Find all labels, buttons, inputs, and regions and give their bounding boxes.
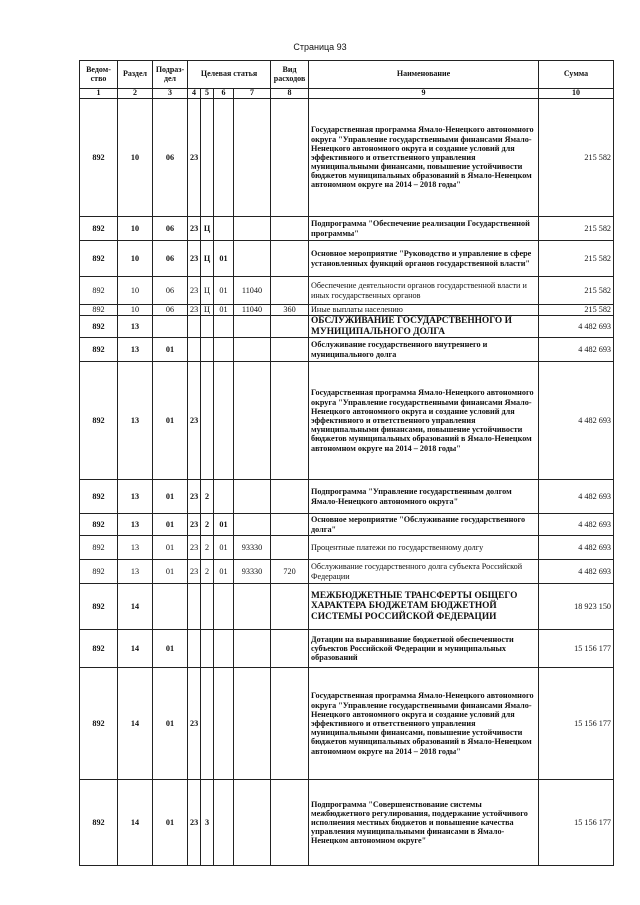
cell-razdel: 13 [118,338,153,362]
cell-program: 23 [188,277,201,305]
cell-razdel: 13 [118,536,153,560]
cell-event [214,338,234,362]
table-row [80,560,614,584]
header-row [80,61,614,89]
cell-vedomstvo: 892 [80,241,118,277]
cell-podrazdel: 01 [153,362,188,480]
cell-vedomstvo: 892 [80,217,118,241]
cell-direction: 11040 [234,305,271,316]
cell-podrazdel [153,316,188,338]
cell-razdel: 14 [118,630,153,668]
cell-program: 23 [188,668,201,780]
cell-vedomstvo: 892 [80,362,118,480]
header-tselevaya: Целевая статья [188,61,271,89]
table-row [80,277,614,305]
col-num: 5 [201,89,214,99]
cell-sum: 4 482 693 [539,560,614,584]
cell-razdel: 14 [118,780,153,866]
cell-event: 01 [214,241,234,277]
cell-podrazdel: 01 [153,560,188,584]
cell-vid [271,217,309,241]
cell-program: 23 [188,560,201,584]
cell-program: 23 [188,780,201,866]
cell-razdel: 10 [118,99,153,217]
cell-subprogram [201,338,214,362]
cell-sum: 4 482 693 [539,536,614,560]
cell-vid: 360 [271,305,309,316]
cell-podrazdel: 01 [153,630,188,668]
cell-razdel: 10 [118,305,153,316]
page-number: Страница 93 [293,42,347,52]
header-name: Наименование [309,61,539,89]
cell-vid [271,668,309,780]
cell-name: МЕЖБЮДЖЕТНЫЕ ТРАНСФЕРТЫ ОБЩЕГО ХАРАКТЕРА БЮДЖЕТАМ БЮДЖЕТНОЙ СИСТЕМЫ РОССИЙСКОЙ ФЕДЕРАЦИИ [309,584,539,630]
cell-name: Подпрограмма "Управление государственным долгом Ямало-Ненецкого автономного округа" [309,480,539,514]
cell-vid [271,584,309,630]
cell-vid [271,338,309,362]
cell-vedomstvo: 892 [80,630,118,668]
cell-name: Обслуживание государственного внутреннего и муниципального долга [309,338,539,362]
cell-subprogram: 2 [201,480,214,514]
header-razdel: Раздел [118,61,153,89]
cell-subprogram: 2 [201,536,214,560]
header-vedomstvo: Ведом-ство [80,61,118,89]
col-num: 3 [153,89,188,99]
cell-name: Обеспечение деятельности органов государственной власти и иных государственных органов [309,277,539,305]
cell-event [214,780,234,866]
cell-subprogram [201,99,214,217]
cell-event: 01 [214,536,234,560]
cell-name: Государственная программа Ямало-Ненецкого автономного округа "Управление государственными финансами Ямало-Ненецкого автономного округа и создание условий для эффективного и ответственного управления муниципальными финансами, повышение устойчивости бюджетов муниципальных образований в Ямало-Ненецком автономном округе на 2014 – 2018 годы" [309,362,539,480]
cell-subprogram: Ц [201,277,214,305]
cell-sum: 18 923 150 [539,584,614,630]
table-row [80,217,614,241]
header-podrazdel: Подраз-дел [153,61,188,89]
col-num: 8 [271,89,309,99]
cell-subprogram: Ц [201,305,214,316]
cell-subprogram: 3 [201,780,214,866]
cell-event [214,217,234,241]
cell-razdel: 10 [118,217,153,241]
cell-subprogram [201,668,214,780]
cell-event: 01 [214,560,234,584]
cell-program: 23 [188,217,201,241]
cell-vedomstvo: 892 [80,536,118,560]
cell-podrazdel: 01 [153,514,188,536]
col-num: 1 [80,89,118,99]
cell-name: Основное мероприятие "Руководство и управление в сфере установленных функций органов государственной власти" [309,241,539,277]
cell-direction [234,362,271,480]
cell-sum: 215 582 [539,277,614,305]
cell-sum: 215 582 [539,99,614,217]
cell-vedomstvo: 892 [80,560,118,584]
cell-direction [234,338,271,362]
table-row [80,584,614,630]
cell-program: 23 [188,480,201,514]
cell-event [214,630,234,668]
cell-name: Государственная программа Ямало-Ненецкого автономного округа "Управление государственными финансами Ямало-Ненецкого автономного округа и создание условий для эффективного и ответственного управления муниципальными финансами, повышение устойчивости бюджетов муниципальных образований в Ямало-Ненецком автономном округе на 2014 – 2018 годы" [309,99,539,217]
cell-podrazdel: 06 [153,217,188,241]
cell-podrazdel: 06 [153,277,188,305]
cell-vid [271,316,309,338]
cell-sum: 215 582 [539,217,614,241]
cell-vedomstvo: 892 [80,584,118,630]
cell-vid: 720 [271,560,309,584]
cell-sum: 4 482 693 [539,338,614,362]
table-row [80,514,614,536]
cell-podrazdel [153,584,188,630]
cell-subprogram: Ц [201,217,214,241]
cell-direction [234,584,271,630]
cell-event [214,362,234,480]
cell-sum: 215 582 [539,305,614,316]
cell-sum: 15 156 177 [539,780,614,866]
cell-vid [271,536,309,560]
cell-vedomstvo: 892 [80,316,118,338]
cell-sum: 4 482 693 [539,316,614,338]
cell-podrazdel: 01 [153,668,188,780]
cell-podrazdel: 01 [153,780,188,866]
cell-razdel: 13 [118,514,153,536]
table-row [80,305,614,316]
cell-program: 23 [188,514,201,536]
cell-razdel: 13 [118,362,153,480]
cell-event [214,480,234,514]
cell-razdel: 13 [118,480,153,514]
cell-vedomstvo: 892 [80,338,118,362]
table-row [80,780,614,866]
cell-name: ОБСЛУЖИВАНИЕ ГОСУДАРСТВЕННОГО И МУНИЦИПАЛЬНОГО ДОЛГА [309,316,539,338]
cell-vid [271,780,309,866]
col-num: 6 [214,89,234,99]
table-row [80,668,614,780]
col-num: 7 [234,89,271,99]
cell-direction [234,514,271,536]
cell-name: Подпрограмма "Совершенствование системы межбюджетного регулирования, поддержание устойчивого исполнения местных бюджетов и повышение качества управления муниципальными финансами в Ямало-Ненецком автономном округе" [309,780,539,866]
table-row [80,362,614,480]
cell-vedomstvo: 892 [80,305,118,316]
cell-direction [234,316,271,338]
col-num: 4 [188,89,201,99]
cell-direction: 93330 [234,560,271,584]
cell-vedomstvo: 892 [80,99,118,217]
cell-sum: 15 156 177 [539,668,614,780]
cell-program: 23 [188,305,201,316]
cell-subprogram [201,584,214,630]
cell-vedomstvo: 892 [80,277,118,305]
table-row [80,630,614,668]
header-sum: Сумма [539,61,614,89]
cell-razdel: 14 [118,584,153,630]
cell-event: 01 [214,305,234,316]
cell-direction: 93330 [234,536,271,560]
cell-name: Обслуживание государственного долга субъекта Российской Федерации [309,560,539,584]
cell-subprogram: 2 [201,514,214,536]
cell-event: 01 [214,514,234,536]
cell-program [188,338,201,362]
cell-direction [234,99,271,217]
cell-subprogram [201,630,214,668]
cell-direction [234,217,271,241]
table-row [80,241,614,277]
cell-vedomstvo: 892 [80,780,118,866]
cell-vedomstvo: 892 [80,480,118,514]
cell-event [214,316,234,338]
table-row [80,536,614,560]
cell-name: Процентные платежи по государственному долгу [309,536,539,560]
table-row [80,316,614,338]
cell-direction [234,630,271,668]
cell-razdel: 10 [118,241,153,277]
cell-sum: 15 156 177 [539,630,614,668]
table-row [80,480,614,514]
cell-direction [234,241,271,277]
cell-razdel: 13 [118,316,153,338]
cell-podrazdel: 06 [153,99,188,217]
cell-program [188,630,201,668]
cell-vid [271,480,309,514]
col-num: 2 [118,89,153,99]
cell-program: 23 [188,362,201,480]
cell-name: Дотации на выравнивание бюджетной обеспеченности субъектов Российской Федерации и муниципальных образований [309,630,539,668]
cell-program [188,316,201,338]
cell-event [214,99,234,217]
cell-name: Иные выплаты населению [309,305,539,316]
cell-program: 23 [188,99,201,217]
cell-program: 23 [188,536,201,560]
cell-vid [271,241,309,277]
cell-podrazdel: 01 [153,480,188,514]
budget-table [79,60,614,866]
cell-podrazdel: 06 [153,241,188,277]
cell-razdel: 13 [118,560,153,584]
cell-direction [234,668,271,780]
cell-subprogram [201,316,214,338]
cell-subprogram: Ц [201,241,214,277]
cell-program [188,584,201,630]
cell-sum: 215 582 [539,241,614,277]
col-num: 9 [309,89,539,99]
cell-podrazdel: 01 [153,338,188,362]
cell-sum: 4 482 693 [539,514,614,536]
cell-vid [271,362,309,480]
cell-name: Подпрограмма "Обеспечение реализации Государственной программы" [309,217,539,241]
cell-vid [271,277,309,305]
cell-razdel: 14 [118,668,153,780]
cell-direction [234,780,271,866]
column-number-row [80,89,614,99]
col-num: 10 [539,89,614,99]
cell-razdel: 10 [118,277,153,305]
cell-podrazdel: 01 [153,536,188,560]
cell-sum: 4 482 693 [539,362,614,480]
cell-direction [234,480,271,514]
cell-event [214,584,234,630]
cell-podrazdel: 06 [153,305,188,316]
table-row [80,338,614,362]
cell-name: Государственная программа Ямало-Ненецкого автономного округа "Управление государственными финансами Ямало-Ненецкого автономного округа и создание условий для эффективного и ответственного управления муниципальными финансами, повышение устойчивости бюджетов муниципальных образований в Ямало-Ненецком автономном округе на 2014 – 2018 годы" [309,668,539,780]
cell-subprogram [201,362,214,480]
cell-sum: 4 482 693 [539,480,614,514]
cell-vid [271,630,309,668]
cell-direction: 11040 [234,277,271,305]
cell-vid [271,514,309,536]
header-vid: Вид расходов [271,61,309,89]
cell-event: 01 [214,277,234,305]
cell-name: Основное мероприятие "Обслуживание государственного долга" [309,514,539,536]
cell-subprogram: 2 [201,560,214,584]
cell-vedomstvo: 892 [80,668,118,780]
cell-program: 23 [188,241,201,277]
table-row [80,99,614,217]
cell-vedomstvo: 892 [80,514,118,536]
cell-event [214,668,234,780]
cell-vid [271,99,309,217]
